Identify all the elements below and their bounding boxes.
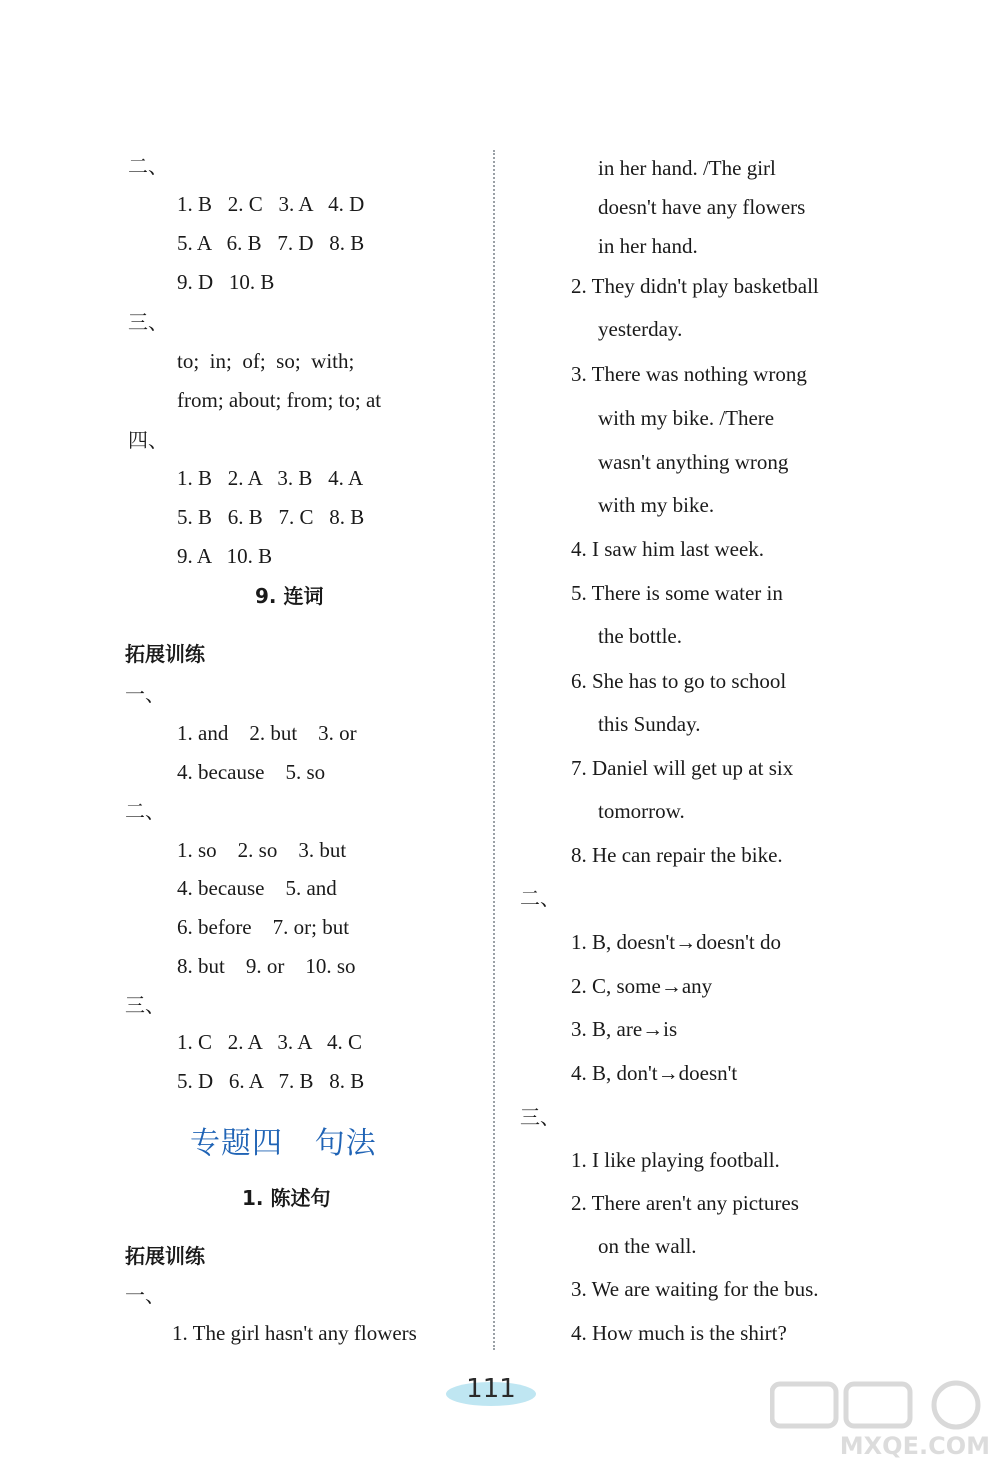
page-number-text: 111 [466,1374,516,1404]
section-heading: 三、 [125,993,165,1017]
answer-line: 4. B, don't→doesn't [571,1061,738,1085]
answer-row: 1. and 2. but 3. or [177,721,357,745]
answer-line: 3. There was nothing wrong [571,362,807,386]
subsection-heading: 拓展训练 [125,1244,205,1268]
answer-row: 6. before 7. or; but [177,915,350,939]
answer-row: 1. so 2. so 3. but [177,838,347,862]
answer-row: 8. but 9. or 10. so [177,954,356,978]
lesson-title: 9. 连词 [255,584,324,608]
section-heading: 一、 [125,682,165,706]
answer-line: doesn't have any flowers [598,195,806,219]
section-heading: 二、 [125,799,165,823]
page-number [446,1372,536,1412]
topic-title: 专题四 句法 [190,1126,377,1161]
watermark-logo-icon [770,1380,990,1430]
answer-line: 2. There aren't any pictures [571,1191,799,1215]
answer-row: 1. The girl hasn't any flowers [172,1321,417,1345]
section-heading: 二、 [128,154,168,178]
answer-row: to; in; of; so; with; [177,349,355,373]
answer-line: the bottle. [598,624,682,648]
answer-row: 1. C 2. A 3. A 4. C [177,1030,362,1054]
section-heading: 三、 [520,1105,560,1129]
answer-line: 2. They didn't play basketball [571,274,819,298]
lesson-title: 1. 陈述句 [242,1186,331,1210]
answer-row: 1. B 2. C 3. A 4. D [177,192,365,216]
answer-line: 1. I like playing football. [571,1148,780,1172]
answer-line: on the wall. [598,1234,697,1258]
answer-line: 8. He can repair the bike. [571,843,783,867]
answer-line: 4. I saw him last week. [571,537,765,561]
watermark [740,1380,990,1465]
answer-row: 4. because 5. so [177,760,326,784]
answer-row: 5. A 6. B 7. D 8. B [177,231,365,255]
answer-row: 5. D 6. A 7. B 8. B [177,1069,365,1093]
answer-line: tomorrow. [598,799,685,823]
answer-line: 4. How much is the shirt? [571,1321,787,1345]
section-heading: 三、 [128,310,168,334]
answer-row: 9. D 10. B [177,270,275,294]
section-heading: 四、 [128,428,168,452]
answer-line: with my bike. /There [598,406,775,430]
answer-line: 1. B, doesn't→doesn't do [571,930,781,954]
answer-row: from; about; from; to; at [177,388,382,412]
answer-line: 3. We are waiting for the bus. [571,1277,819,1301]
answer-line: wasn't anything wrong [598,450,789,474]
answer-line: 2. C, some→any [571,974,713,998]
answer-line: 7. Daniel will get up at six [571,756,794,780]
answer-line: with my bike. [598,493,715,517]
section-heading: 一、 [125,1283,165,1307]
answer-row: 1. B 2. A 3. B 4. A [177,466,364,490]
section-heading: 二、 [520,886,560,910]
answer-row: 4. because 5. and [177,876,337,900]
answer-line: in her hand. /The girl [598,156,776,180]
subsection-heading: 拓展训练 [125,642,205,666]
answer-line: 5. There is some water in [571,581,783,605]
answer-line: yesterday. [598,317,683,341]
answer-line: in her hand. [598,234,698,258]
answer-line: 3. B, are→is [571,1017,678,1041]
answer-line: this Sunday. [598,712,701,736]
column-divider [493,150,495,1350]
watermark-site: MXQE.COM [839,1432,990,1460]
answer-line: 6. She has to go to school [571,669,787,693]
answer-row: 5. B 6. B 7. C 8. B [177,505,365,529]
answer-row: 9. A 10. B [177,544,273,568]
